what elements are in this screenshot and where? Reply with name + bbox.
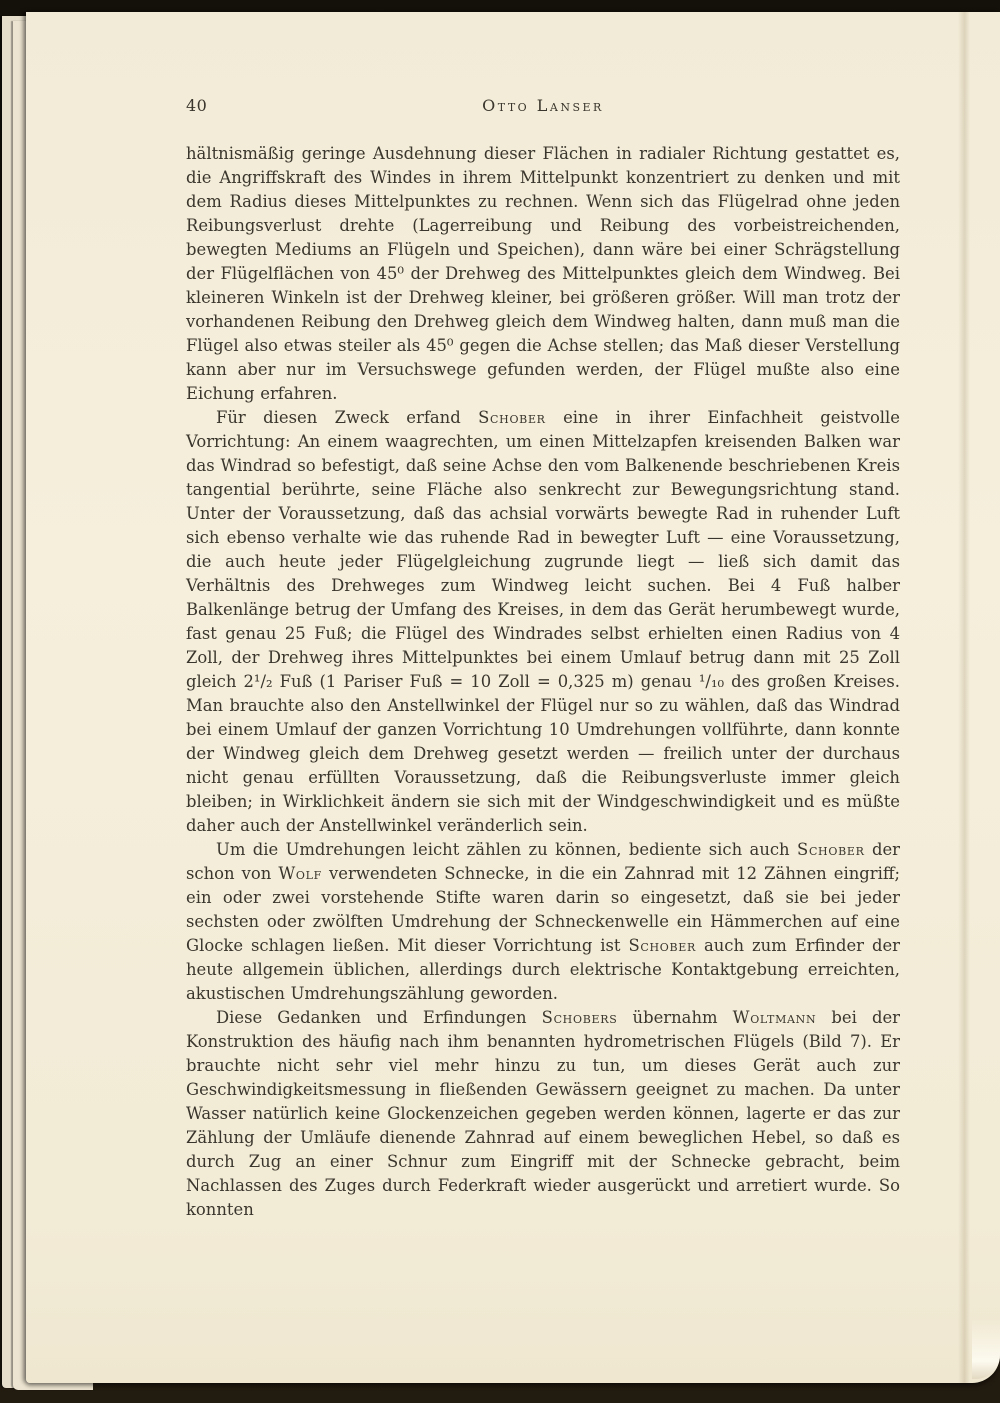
text-run: Diese Gedanken und Erfindungen bbox=[216, 1008, 542, 1027]
person-name-smallcaps: Wolf bbox=[278, 864, 322, 883]
person-name-smallcaps: Woltmann bbox=[732, 1008, 817, 1027]
page-number: 40 bbox=[186, 96, 208, 115]
text-run: bei der Konstruktion des häufig nach ihm benannten hydrometrischen Flügels (Bild 7). Er brauchte nicht sehr viel mehr hinzu zu tun, um dieses Gerät auch zur Geschwindigkeitsmessung in fließenden Gewässern geeignet zu machen. Da unter Wasser natürlich keine Glockenzeichen gegeben werden können, lagerte er das zur Zählung der Umläufe dienende Zahnrad auf einem beweglichen Hebel, so daß es durch Zug an einer Schnur zum Eingriff mit der Schnecke gebracht, beim Nachlassen des Zuges durch Federkraft wieder ausgerückt und arretiert wurde. So konnten bbox=[186, 1008, 900, 1219]
page-content bbox=[186, 96, 900, 1222]
person-name-smallcaps: Schober bbox=[478, 408, 546, 427]
text-run: übernahm bbox=[617, 1008, 733, 1027]
page-header bbox=[186, 96, 900, 117]
text-run: verwendeten Schnecke, in die ein Zahnrad mit 12 Zähnen eingriff; ein oder zwei vorstehende Stifte waren darin so eingesetzt, daß sie bei jeder sechsten oder zwölften Umdrehung der Schneckenwelle ein Hämmerchen auf eine Glocke schlagen ließen. Mit dieser Vorrichtung ist bbox=[186, 864, 900, 955]
person-name-smallcaps: Schobers bbox=[541, 1008, 618, 1027]
paragraph bbox=[186, 838, 900, 1006]
text-run: Um die Umdrehungen leicht zählen zu können, bediente sich auch bbox=[216, 840, 798, 859]
page-body-text bbox=[186, 142, 900, 1222]
paragraph bbox=[186, 406, 900, 838]
text-run: Für diesen Zweck erfand bbox=[216, 408, 479, 427]
running-header: Otto Lanser bbox=[482, 96, 604, 115]
person-name-smallcaps: Schober bbox=[797, 840, 865, 859]
text-run: auch zum Erfinder der heute allgemein üblichen, allerdings durch elektrische Kontaktgebung erreichten, akustischen Umdrehungszählung geworden. bbox=[186, 936, 900, 1003]
text-run: hältnismäßig geringe Ausdehnung dieser Flächen in radialer Richtung gestattet es, die Angriffskraft des Windes in ihrem Mittelpunkt konzentriert zu denken und mit dem Radius dieses Mittelpunktes zu rechnen. Wenn sich das Flügelrad ohne jeden Reibungsverlust drehte (Lagerreibung und Reibung des vorbeistreichenden, bewegten Mediums an Flügeln und Speichen), dann wäre bei einer Schrägstellung der Flügelflächen von 45⁰ der Drehweg des Mittelpunktes gleich dem Windweg. Bei kleineren Winkeln ist der Drehweg kleiner, bei größeren größer. Will man trotz der vorhandenen Reibung den Drehweg gleich dem Windweg halten, dann muß man die Flügel also etwas steiler als 45⁰ gegen die Achse stellen; das Maß dieser Verstellung kann aber nur im Versuchswege gefunden werden, der Flügel mußte also eine Eichung erfahren. bbox=[186, 144, 900, 403]
paragraph bbox=[186, 142, 900, 406]
book-page bbox=[26, 12, 1000, 1383]
paragraph bbox=[186, 1006, 900, 1222]
text-run: eine in ihrer Einfachheit geistvolle Vorrichtung: An einem waagrechten, um einen Mittelzapfen kreisenden Balken war das Windrad so befestigt, daß seine Achse den vom Balkenende beschriebenen Kreis tangential berührte, seine Fläche also senkrecht zur Bewegungsrichtung stand. Unter der Voraussetzung, daß das achsial vorwärts bewegte Rad in ruhender Luft sich ebenso verhalte wie das ruhende Rad in bewegter Luft — eine Voraussetzung, die auch heute jeder Flügelgleichung zugrunde liegt — ließ sich damit das Verhältnis des Drehweges zum Windweg leicht suchen. Bei 4 Fuß halber Balkenlänge betrug der Umfang des Kreises, in dem das Gerät herumbewegt wurde, fast genau 25 Fuß; die Flügel des Windrades selbst erhielten einen Radius von 4 Zoll, der Drehweg ihres Mittelpunktes bei einem Umlauf betrug dann mit 25 Zoll gleich 2¹/₂ Fuß (1 Pariser Fuß = 10 Zoll = 0,325 m) genau ¹/₁₀ des großen Kreises. Man brauchte also den Anstellwinkel der Flügel nur so zu wählen, daß das Windrad bei einem Umlauf der ganzen Vorrichtung 10 Umdrehungen vollführte, dann konnte der Windweg gleich dem Drehweg gesetzt werden — freilich unter der durchaus nicht genau erfüllten Voraussetzung, daß die Reibungsverluste immer gleich bleiben; in Wirklichkeit ändern sie sich mit der Windgeschwindigkeit und es müßte daher auch der Anstellwinkel veränderlich sein. bbox=[186, 408, 900, 835]
person-name-smallcaps: Schober bbox=[628, 936, 697, 955]
text-run: der schon von bbox=[186, 840, 901, 883]
